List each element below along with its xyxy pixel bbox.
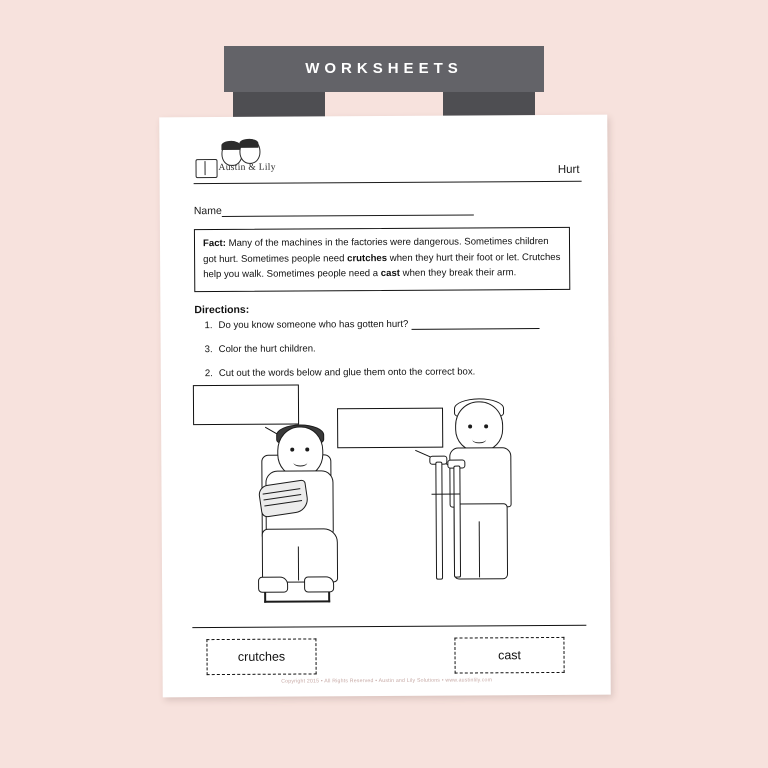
legs	[262, 528, 338, 582]
fact-text-2: when they hurt their foot or let. Crutches help you walk. Sometimes people need a	[203, 251, 561, 281]
crutch-shaft-left	[435, 462, 443, 580]
fact-text-1: Many of the machines in the factories were dangerous. Sometimes children got hurt. Sometimes people need	[203, 235, 549, 265]
brand-name: Austin & Lily	[218, 162, 276, 174]
shoe-left	[258, 577, 288, 593]
footer-copyright: Copyright 2015 • All Rights Reserved • Austin and Lily Solutions • www.austinlily.com	[281, 677, 493, 685]
fact-label: Fact:	[202, 237, 226, 250]
direction-item-2	[205, 342, 585, 355]
direction-answer-line-1[interactable]	[411, 318, 539, 330]
fact-bold-crutches: crutches	[347, 252, 388, 264]
legs	[454, 503, 508, 579]
banner-label: WORKSHEETS	[305, 60, 463, 77]
figure-boy-with-crutches	[415, 393, 566, 610]
name-label: Name	[193, 204, 222, 218]
banner-ribbon	[0, 36, 768, 111]
head	[455, 401, 503, 451]
answer-box-cast[interactable]	[193, 385, 299, 426]
name-input-line[interactable]	[222, 203, 474, 217]
direction-item-3	[205, 366, 585, 379]
directions-heading: Directions:	[194, 303, 250, 317]
direction-number-2: 3.	[204, 344, 213, 356]
direction-text-2: Color the hurt children.	[218, 343, 316, 356]
direction-text-3: Cut out the words below and glue them onto the correct box.	[218, 366, 476, 380]
crutch-shaft-right	[453, 466, 461, 578]
cutout-card-cast[interactable]: cast	[454, 637, 564, 674]
direction-number-3: 2.	[204, 368, 213, 380]
shoe-right	[304, 576, 334, 592]
book-icon	[195, 159, 217, 178]
direction-item-1	[204, 318, 584, 331]
two-children-icon	[219, 139, 265, 165]
direction-number-1: 1.	[204, 320, 213, 332]
cutout-card-crutches[interactable]: crutches	[206, 638, 316, 675]
illustration-area	[179, 381, 592, 614]
fact-text-3: when they break their arm.	[399, 267, 517, 279]
fact-box	[194, 227, 570, 292]
worksheet-sheet	[159, 115, 611, 698]
direction-text-1: Do you know someone who has gotten hurt?	[218, 318, 409, 332]
name-row	[194, 203, 474, 217]
fact-bold-cast: cast	[380, 267, 401, 280]
figure-boy-with-cast	[233, 424, 384, 611]
cut-line	[192, 625, 586, 628]
brand-logo	[193, 139, 289, 184]
head	[277, 426, 323, 476]
cutout-strip	[192, 631, 580, 683]
page-title: Hurt	[557, 163, 580, 176]
